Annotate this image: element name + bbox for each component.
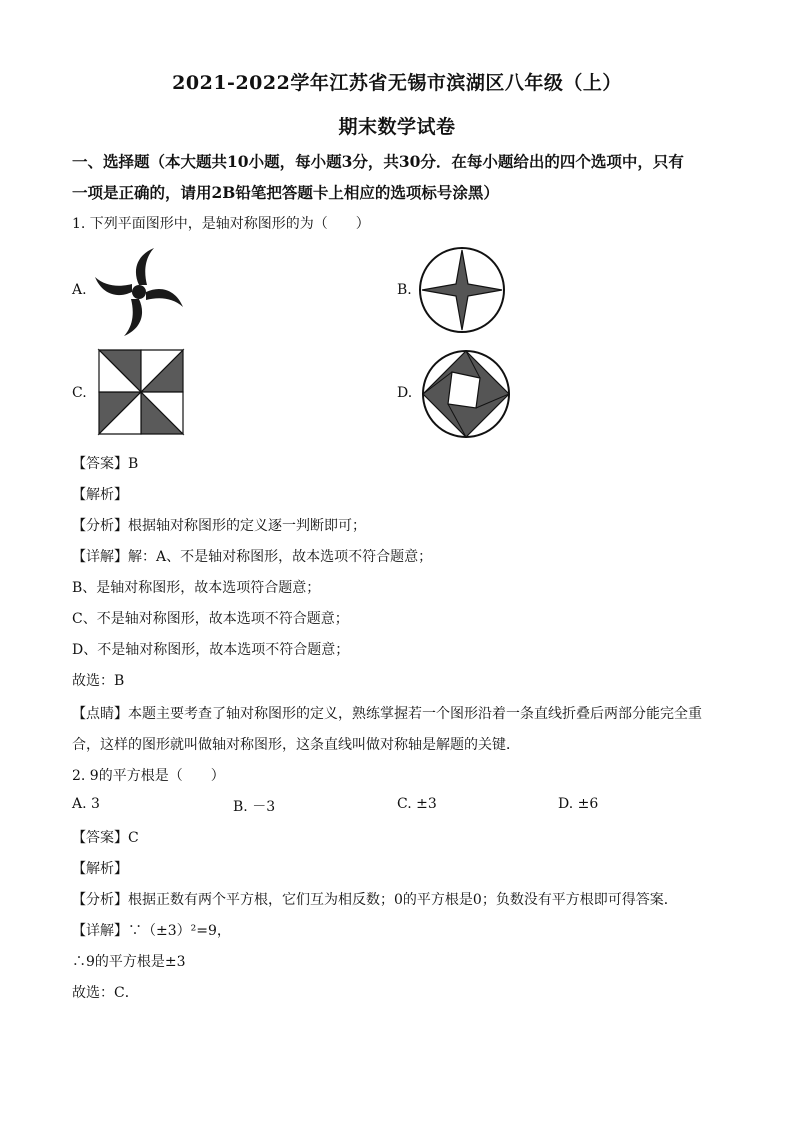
q2-option-c: C. ±3 [397, 796, 437, 812]
q1-answer: 【答案】B [72, 456, 139, 472]
exam-title-line1: 2021-2022学年江苏省无锡市滨湖区八年级（上） [172, 72, 622, 94]
q1-analysis: 【分析】根据轴对称图形的定义逐一判断即可； [72, 518, 366, 534]
q1-detail-line: 【详解】解：A、不是轴对称图形，故本选项不符合题意； [72, 549, 433, 565]
q2-detail-line: 【详解】∵（±3）²=9， [72, 923, 231, 939]
q1-comment-line1: 【点睛】本题主要考查了轴对称图形的定义，熟练掌握若一个图形沿着一条直线折叠后两部分能完全重 [72, 706, 702, 722]
q2-analysis: 【分析】根据正数有两个平方根，它们互为相反数；0的平方根是0；负数没有平方根即可得答案． [72, 892, 678, 908]
q1-option-a-label: A. [72, 282, 87, 298]
section-heading-line2: 一项是正确的，请用2B铅笔把答题卡上相应的选项标号涂黑） [72, 183, 499, 202]
section-heading-line1: 一、选择题（本大题共10小题，每小题3分，共30分．在每小题给出的四个选项中，只有 [72, 152, 684, 171]
q1-detail-line: D、不是轴对称图形，故本选项不符合题意； [72, 642, 350, 658]
q1-option-c-label: C. [72, 385, 87, 401]
circle-squares-icon [420, 348, 512, 440]
q2-detail-line: 故选：C． [72, 985, 139, 1001]
q2-option-a: A. 3 [72, 796, 100, 812]
q2-answer: 【答案】C [72, 830, 139, 846]
q1-detail-line: C、不是轴对称图形，故本选项不符合题意； [72, 611, 349, 627]
q1-analysis-tag: 【解析】 [72, 487, 128, 503]
q1-stem: 1. 下列平面图形中，是轴对称图形的为（ ） [72, 216, 370, 232]
pinwheel-crescent-icon [92, 245, 186, 339]
q1-comment-line2: 合，这样的图形就叫做轴对称图形，这条直线叫做对称轴是解题的关键． [72, 737, 520, 753]
q2-stem: 2. 9的平方根是（ ） [72, 768, 225, 784]
q2-analysis-tag: 【解析】 [72, 861, 128, 877]
q2-option-d: D. ±6 [558, 796, 599, 812]
q1-option-b-label: B. [397, 282, 412, 298]
q1-detail-line: B、是轴对称图形，故本选项符合题意； [72, 580, 321, 596]
pinwheel-triangles-icon [97, 348, 185, 436]
q1-detail-line: 故选：B [72, 673, 125, 689]
q1-option-d-label: D. [397, 385, 413, 401]
q2-detail-line: ∴9的平方根是±3 [72, 954, 186, 970]
circle-star-icon [417, 245, 507, 335]
q2-option-b: B. －3 [233, 799, 276, 815]
exam-title-line2: 期末数学试卷 [338, 116, 456, 138]
